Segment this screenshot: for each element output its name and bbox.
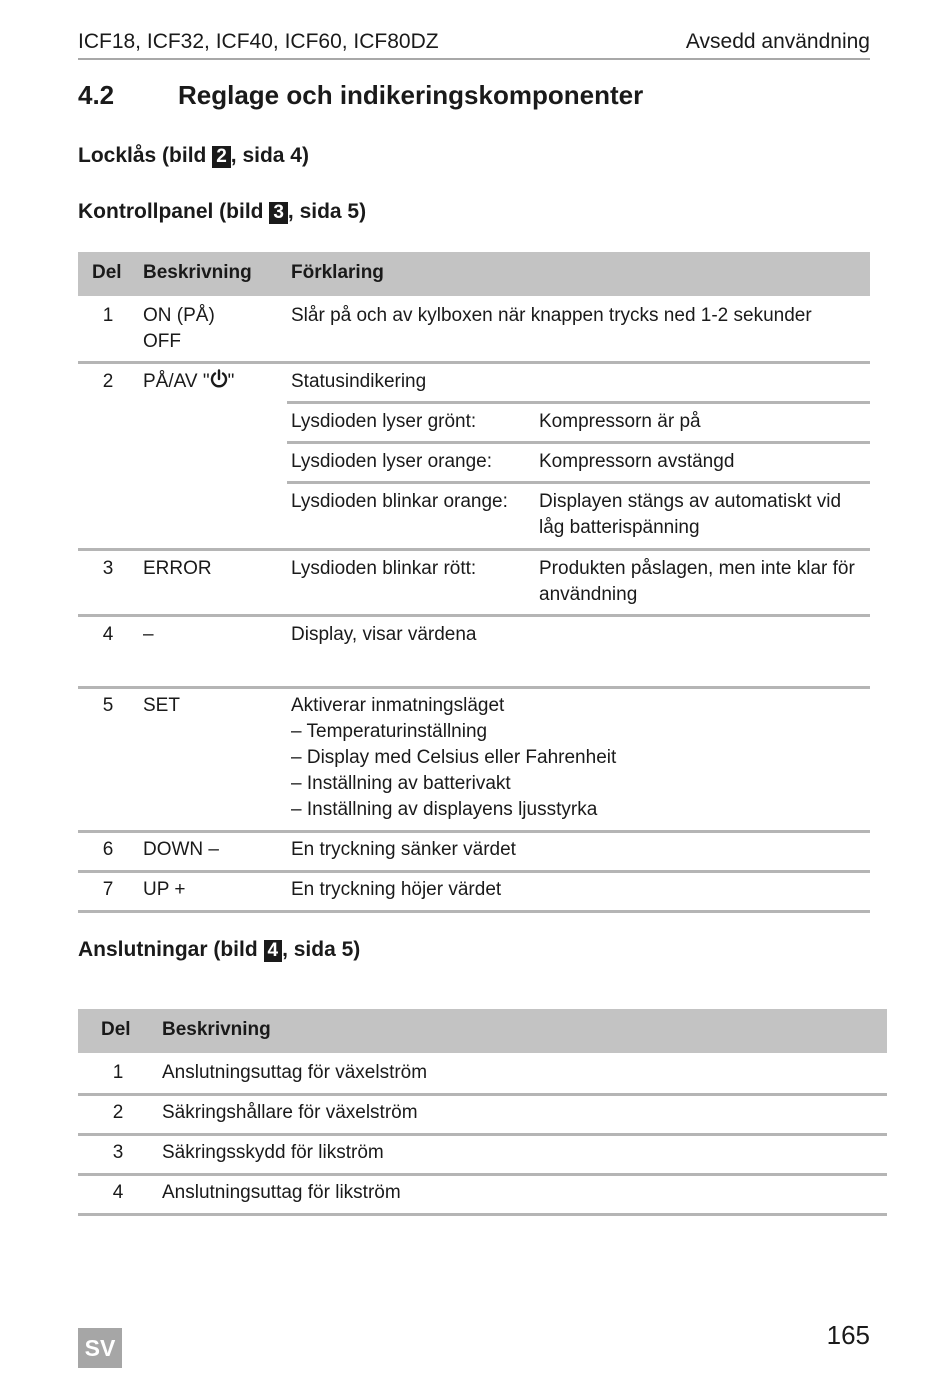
row-description: DOWN – (143, 839, 219, 860)
row-divider (78, 910, 870, 913)
led-meaning-line2: användning (539, 584, 638, 605)
row-description: ON (PÅ) (143, 305, 215, 326)
section-number: 4.2 (78, 80, 115, 110)
lid-lock-suffix: , sida 4) (230, 144, 309, 167)
header-models: ICF18, ICF32, ICF40, ICF60, ICF80DZ (78, 30, 439, 53)
led-state: Lysdioden lyser orange: (291, 451, 493, 472)
set-option: – Temperaturinställning (291, 721, 488, 742)
header-part: Del (92, 262, 122, 283)
led-meaning: Kompressorn avstängd (539, 451, 735, 472)
led-meaning: Produkten påslagen, men inte klar för (539, 558, 855, 579)
set-option: – Inställning av batterivakt (291, 773, 511, 794)
power-label-suffix: " (227, 371, 235, 392)
connections-label: Anslutningar (bild (78, 938, 258, 961)
row-explanation: Aktiverar inmatningsläget (291, 695, 505, 716)
figure-badge: 3 (269, 202, 288, 224)
set-option: – Display med Celsius eller Fahrenheit (291, 747, 617, 768)
led-meaning: Displayen stängs av automatiskt vid (539, 491, 842, 512)
row-description: – (143, 624, 154, 645)
row-explanation: Display, visar värdena (291, 624, 477, 645)
control-panel-suffix: , sida 5) (287, 200, 367, 223)
sub-divider (287, 481, 870, 484)
page-number: 165 (826, 1320, 870, 1350)
row-part: 2 (102, 371, 114, 392)
row-description: ERROR (143, 558, 212, 579)
row-divider (78, 1213, 887, 1216)
control-panel-heading (78, 200, 366, 224)
row-divider (78, 830, 870, 833)
set-option: – Inställning av displayens ljusstyrka (291, 799, 598, 820)
row-explanation: En tryckning sänker värdet (291, 839, 516, 860)
connections-heading (78, 938, 360, 962)
header-section: Avsedd användning (685, 30, 870, 53)
row-divider (78, 1093, 887, 1096)
row-part: 7 (102, 879, 114, 900)
header-part: Del (101, 1019, 131, 1040)
row-part: 1 (102, 305, 114, 326)
row-divider (78, 361, 870, 364)
row-part: 6 (102, 839, 114, 860)
led-state: Lysdioden blinkar orange: (291, 491, 508, 512)
row-explanation: Statusindikering (291, 371, 427, 392)
row-divider (78, 548, 870, 551)
row-divider (78, 686, 870, 689)
led-meaning-line2: låg batterispänning (539, 517, 700, 538)
row-description: UP + (143, 879, 186, 900)
lid-lock-label: Locklås (bild (78, 144, 207, 167)
sub-divider (287, 401, 870, 404)
section-heading: Reglage och indikeringskomponenter (178, 80, 644, 110)
section-title (78, 80, 643, 111)
row-description: SET (143, 695, 180, 716)
row-explanation: En tryckning höjer värdet (291, 879, 502, 900)
figure-badge: 2 (212, 146, 231, 168)
row-part: 3 (112, 1142, 124, 1163)
row-part: 3 (102, 558, 114, 579)
figure-badge: 4 (264, 940, 283, 962)
row-description (143, 369, 234, 395)
led-state: Lysdioden blinkar rött: (291, 558, 477, 579)
row-part: 4 (112, 1182, 124, 1203)
row-description: Säkringsskydd för likström (162, 1142, 384, 1163)
power-label: PÅ/AV " (143, 371, 210, 392)
led-meaning: Kompressorn är på (539, 411, 701, 432)
header-divider (78, 58, 870, 60)
row-part: 1 (112, 1062, 124, 1083)
led-state: Lysdioden lyser grönt: (291, 411, 477, 432)
row-part: 5 (102, 695, 114, 716)
lid-lock-heading (78, 144, 309, 168)
row-explanation: Slår på och av kylboxen när knappen trycks ned 1-2 sekunder (291, 305, 812, 326)
row-description: Säkringshållare för växelström (162, 1102, 418, 1123)
row-description-line2: OFF (143, 331, 181, 352)
row-divider (78, 1133, 887, 1136)
control-panel-label: Kontrollpanel (bild (78, 200, 264, 223)
language-badge: SV (78, 1328, 122, 1368)
header-description: Beskrivning (143, 262, 252, 283)
row-part: 2 (112, 1102, 124, 1123)
connections-suffix: , sida 5) (282, 938, 361, 961)
row-divider (78, 614, 870, 617)
row-description: Anslutningsuttag för likström (162, 1182, 401, 1203)
header-description: Beskrivning (162, 1019, 271, 1040)
row-divider (78, 870, 870, 873)
sub-divider (287, 441, 870, 444)
row-description: Anslutningsuttag för växelström (162, 1062, 428, 1083)
power-icon (210, 369, 228, 389)
header-explanation: Förklaring (291, 262, 384, 283)
row-divider (78, 1173, 887, 1176)
row-part: 4 (102, 624, 114, 645)
